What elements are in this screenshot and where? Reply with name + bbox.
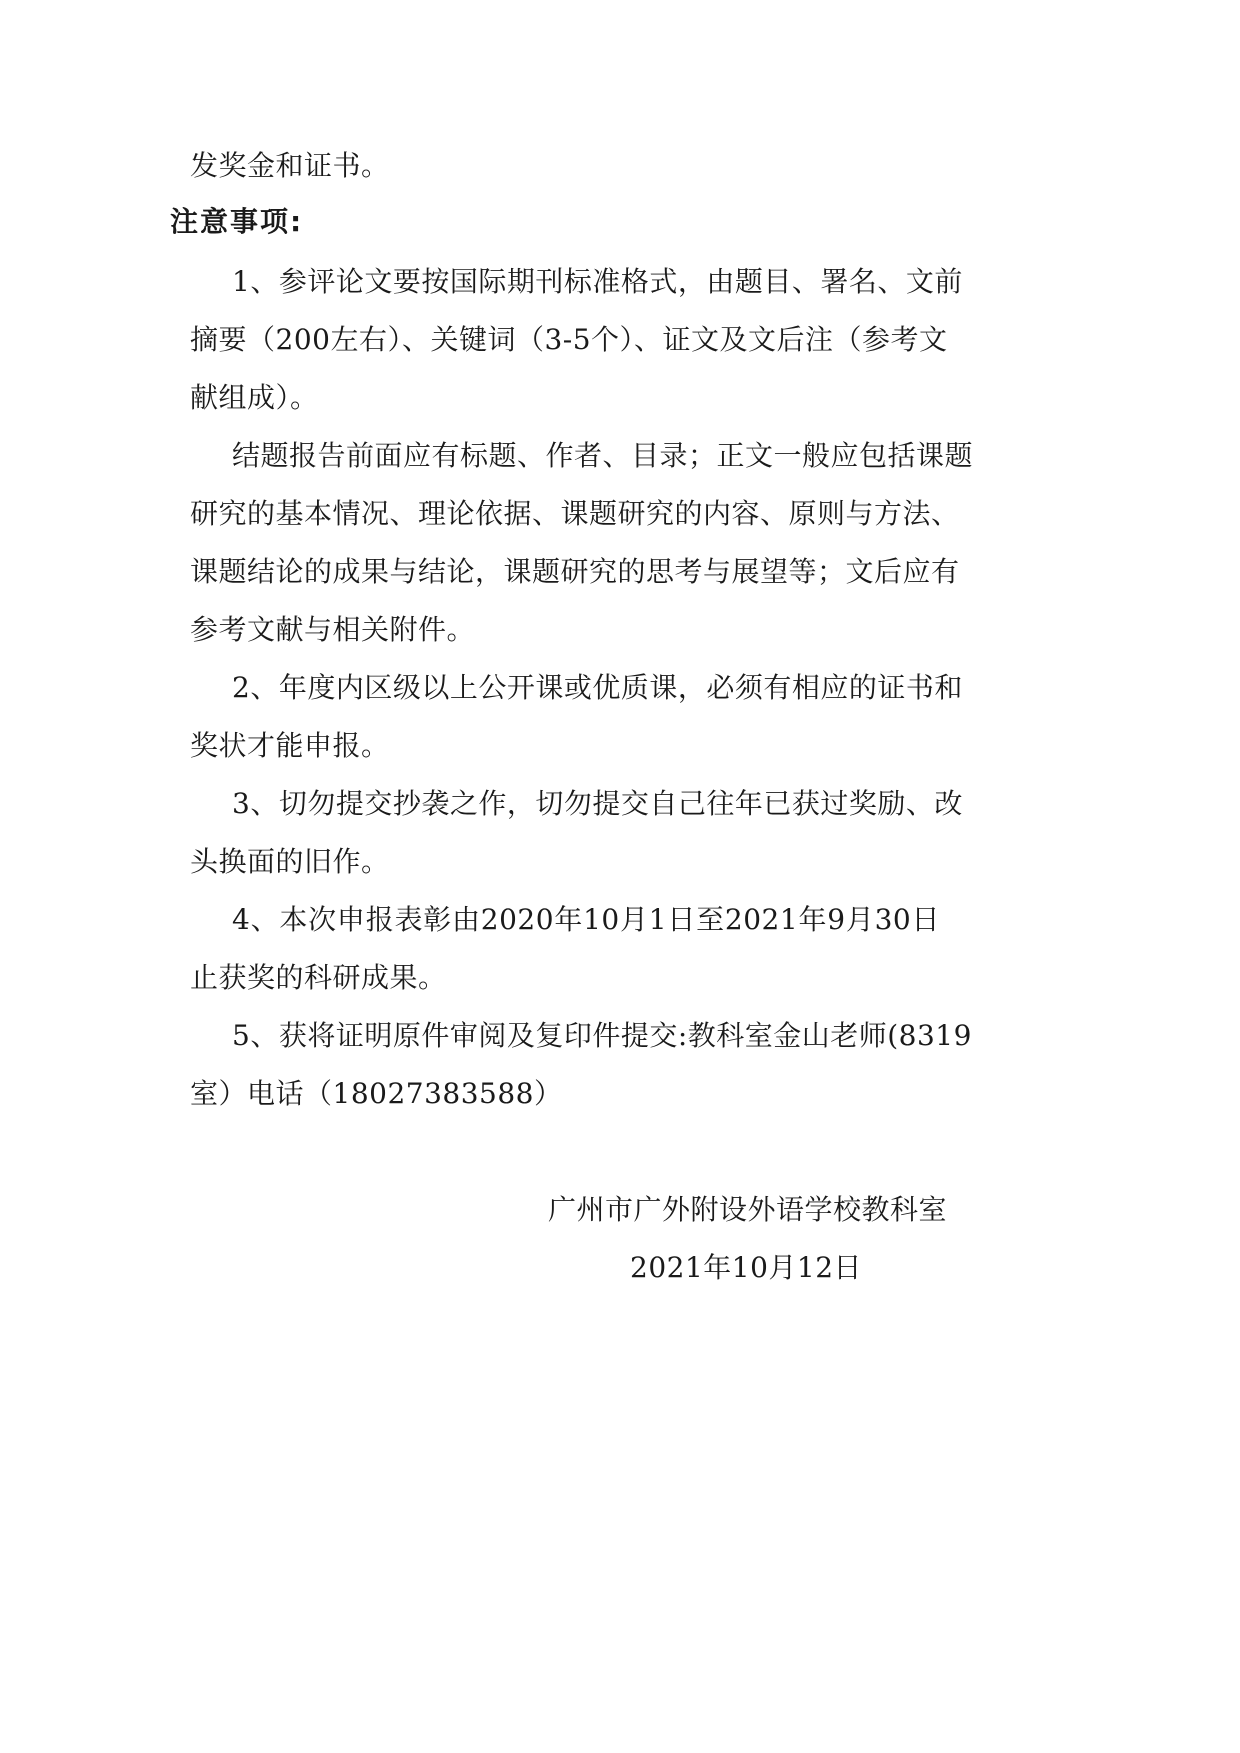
signature-organization: 广州市广外附设外语学校教科室	[548, 1193, 948, 1226]
paragraph-line: 室）电话（18027383588）	[190, 1077, 563, 1110]
paragraph-line: 结题报告前面应有标题、作者、目录；正文一般应包括课题	[232, 439, 974, 472]
paragraph-line: 3、切勿提交抄袭之作，切勿提交自己往年已获过奖励、改	[232, 787, 963, 820]
section-heading: 注意事项:	[170, 205, 304, 238]
paragraph-line: 4、本次申报表彰由2020年10月1日至2021年9月30日	[232, 903, 940, 936]
paragraph-line: 献组成）。	[190, 381, 319, 414]
paragraph-line: 摘要（200左右）、关键词（3-5个）、证文及文后注（参考文	[190, 323, 948, 356]
paragraph-line: 课题结论的成果与结论，课题研究的思考与展望等；文后应有	[190, 555, 960, 588]
signature-date: 2021年10月12日	[630, 1251, 863, 1284]
paragraph-line: 5、获将证明原件审阅及复印件提交:教科室金山老师(8319	[232, 1019, 972, 1052]
paragraph-line: 研究的基本情况、理论依据、课题研究的内容、原则与方法、	[190, 497, 960, 530]
paragraph-line: 1、参评论文要按国际期刊标准格式，由题目、署名、文前	[232, 265, 963, 298]
paragraph-line: 头换面的旧作。	[190, 845, 390, 878]
paragraph-line: 奖状才能申报。	[190, 729, 390, 762]
paragraph-line: 参考文献与相关附件。	[190, 613, 476, 646]
paragraph-line: 止获奖的科研成果。	[190, 961, 447, 994]
paragraph-line: 2、年度内区级以上公开课或优质课，必须有相应的证书和	[232, 671, 963, 704]
text-line: 发奖金和证书。	[190, 149, 390, 182]
